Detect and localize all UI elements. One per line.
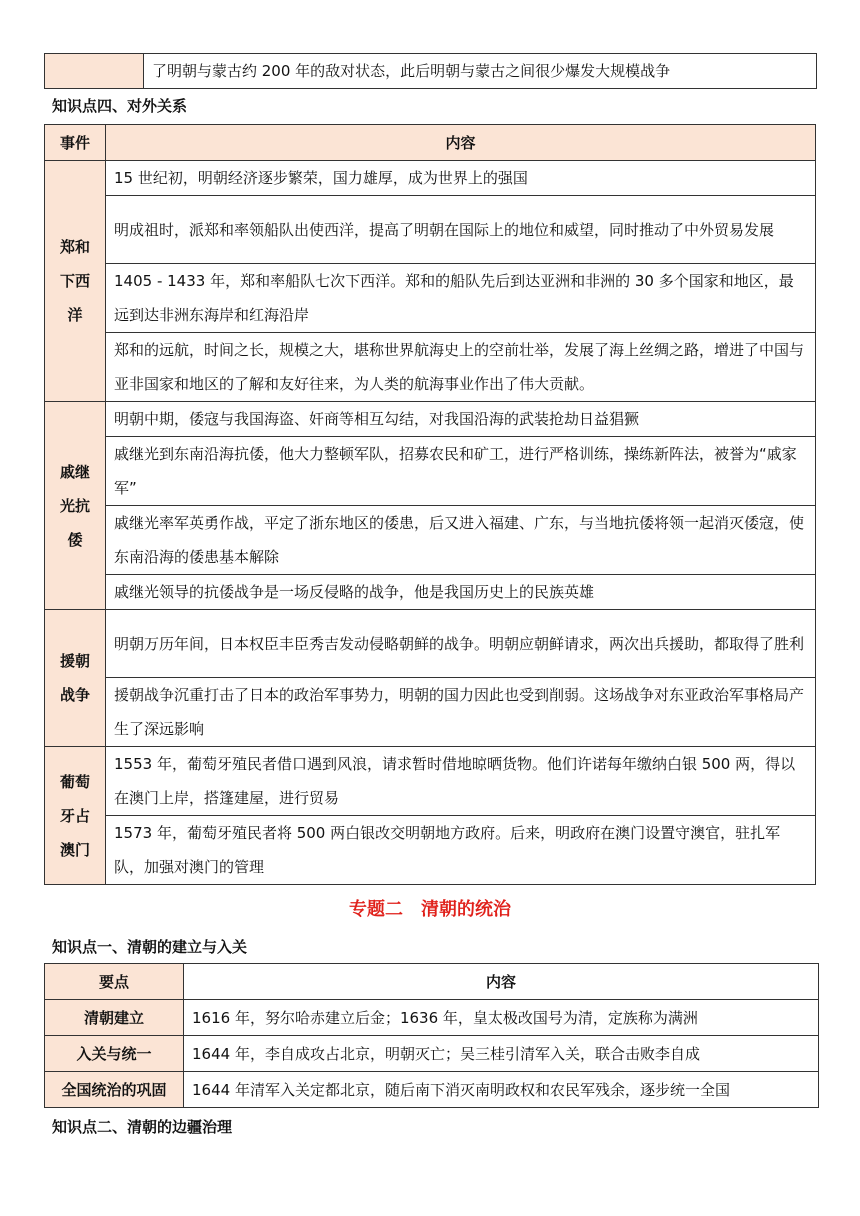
- table-row: [45, 1072, 819, 1108]
- col-header-point: 要点: [45, 964, 184, 1000]
- table-row: [45, 402, 816, 437]
- table-row: [45, 1036, 819, 1072]
- point-cell: 入关与统一: [45, 1036, 184, 1072]
- table-header-row: [45, 964, 819, 1000]
- table-row: [45, 161, 816, 196]
- col-header-content: 内容: [106, 125, 816, 161]
- event-label: 戚继光抗倭: [59, 462, 90, 549]
- col-header-event: 事件: [45, 125, 106, 161]
- event-cell-zhenghe: [45, 161, 106, 402]
- table-row: [45, 816, 816, 885]
- content-cell: 1616 年，努尔哈赤建立后金；1636 年，皇太极改国号为清，定族称为满洲: [184, 1000, 819, 1036]
- content-cell: 援朝战争沉重打击了日本的政治军事势力，明朝的国力因此也受到削弱。这场战争对东亚政治军事格局产生了深远影响: [106, 678, 816, 747]
- point-cell: 全国统治的巩固: [45, 1072, 184, 1108]
- table-row: [45, 437, 816, 506]
- section2-heading: 知识点二、清朝的边疆治理: [52, 1118, 233, 1136]
- event-label: 郑和下西洋: [59, 238, 90, 324]
- content-cell: 15 世纪初，明朝经济逐步繁荣，国力雄厚，成为世界上的强国: [106, 161, 816, 196]
- content-cell: 郑和的远航，时间之长，规模之大，堪称世界航海史上的空前壮举，发展了海上丝绸之路，增进了中国与亚非国家和地区的了解和友好往来，为人类的航海事业作出了伟大贡献。: [106, 333, 816, 402]
- content-cell: 1644 年，李自成攻占北京，明朝灭亡；吴三桂引清军入关，联合击败李自成: [184, 1036, 819, 1072]
- event-cell-qijiguang: [45, 402, 106, 610]
- table-row: [45, 1000, 819, 1036]
- event-label: 葡萄牙占澳门: [59, 772, 90, 859]
- topic-title: 专题二 清朝的统治: [349, 899, 511, 920]
- content-cell: 了明朝与蒙古约 200 年的敌对状态，此后明朝与蒙古之间很少爆发大规模战争: [144, 54, 817, 89]
- table-row: [45, 196, 816, 264]
- qing-establishment-table: [44, 963, 819, 1108]
- content-cell: 戚继光领导的抗倭战争是一场反侵略的战争，他是我国历史上的民族英雄: [106, 575, 816, 610]
- point-cell: 清朝建立: [45, 1000, 184, 1036]
- content-cell: 戚继光率军英勇作战，平定了浙东地区的倭患，后又进入福建、广东，与当地抗倭将领一起消灭倭寇，使东南沿海的倭患基本解除: [106, 506, 816, 575]
- content-cell: 戚继光到东南沿海抗倭，他大力整顿军队，招募农民和矿工，进行严格训练，操练新阵法，被誉为“戚家军”: [106, 437, 816, 506]
- table-row: [45, 264, 816, 333]
- empty-event-cell: [45, 54, 144, 89]
- content-cell: 1644 年清军入关定都北京，随后南下消灭南明政权和农民军残余，逐步统一全国: [184, 1072, 819, 1108]
- table-row: [45, 610, 816, 678]
- section4-heading: 知识点四、对外关系: [52, 97, 188, 115]
- table-header-row: [45, 125, 816, 161]
- content-cell: 1405 - 1433 年，郑和率船队七次下西洋。郑和的船队先后到达亚洲和非洲的 30 多个国家和地区，最远到达非洲东海岸和红海沿岸: [106, 264, 816, 333]
- foreign-relations-table: [44, 124, 816, 885]
- event-label: 援朝战争: [59, 652, 90, 704]
- table-row: [45, 678, 816, 747]
- content-cell: 1553 年，葡萄牙殖民者借口遇到风浪，请求暂时借地晾晒货物。他们许诺每年缴纳白银 500 两，得以在澳门上岸，搭篷建屋，进行贸易: [106, 747, 816, 816]
- content-cell: 明朝万历年间，日本权臣丰臣秀吉发动侵略朝鲜的战争。明朝应朝鲜请求，两次出兵援助，都取得了胜利: [106, 610, 816, 678]
- table-row: [45, 575, 816, 610]
- table-row: [45, 54, 817, 89]
- content-cell: 明成祖时，派郑和率领船队出使西洋，提高了明朝在国际上的地位和威望，同时推动了中外贸易发展: [106, 196, 816, 264]
- content-cell: 明朝中期，倭寇与我国海盗、奸商等相互勾结，对我国沿海的武装抢劫日益猖獗: [106, 402, 816, 437]
- table-row: [45, 747, 816, 816]
- event-cell-yuanchao: [45, 610, 106, 747]
- section1-heading: 知识点一、清朝的建立与入关: [52, 938, 248, 956]
- table-row: [45, 333, 816, 402]
- event-cell-macau: [45, 747, 106, 885]
- content-cell: 1573 年，葡萄牙殖民者将 500 两白银改交明朝地方政府。后来，明政府在澳门设置守澳官，驻扎军队，加强对澳门的管理: [106, 816, 816, 885]
- table-row: [45, 506, 816, 575]
- col-header-content: 内容: [184, 964, 819, 1000]
- top-continuation-table: [44, 53, 817, 89]
